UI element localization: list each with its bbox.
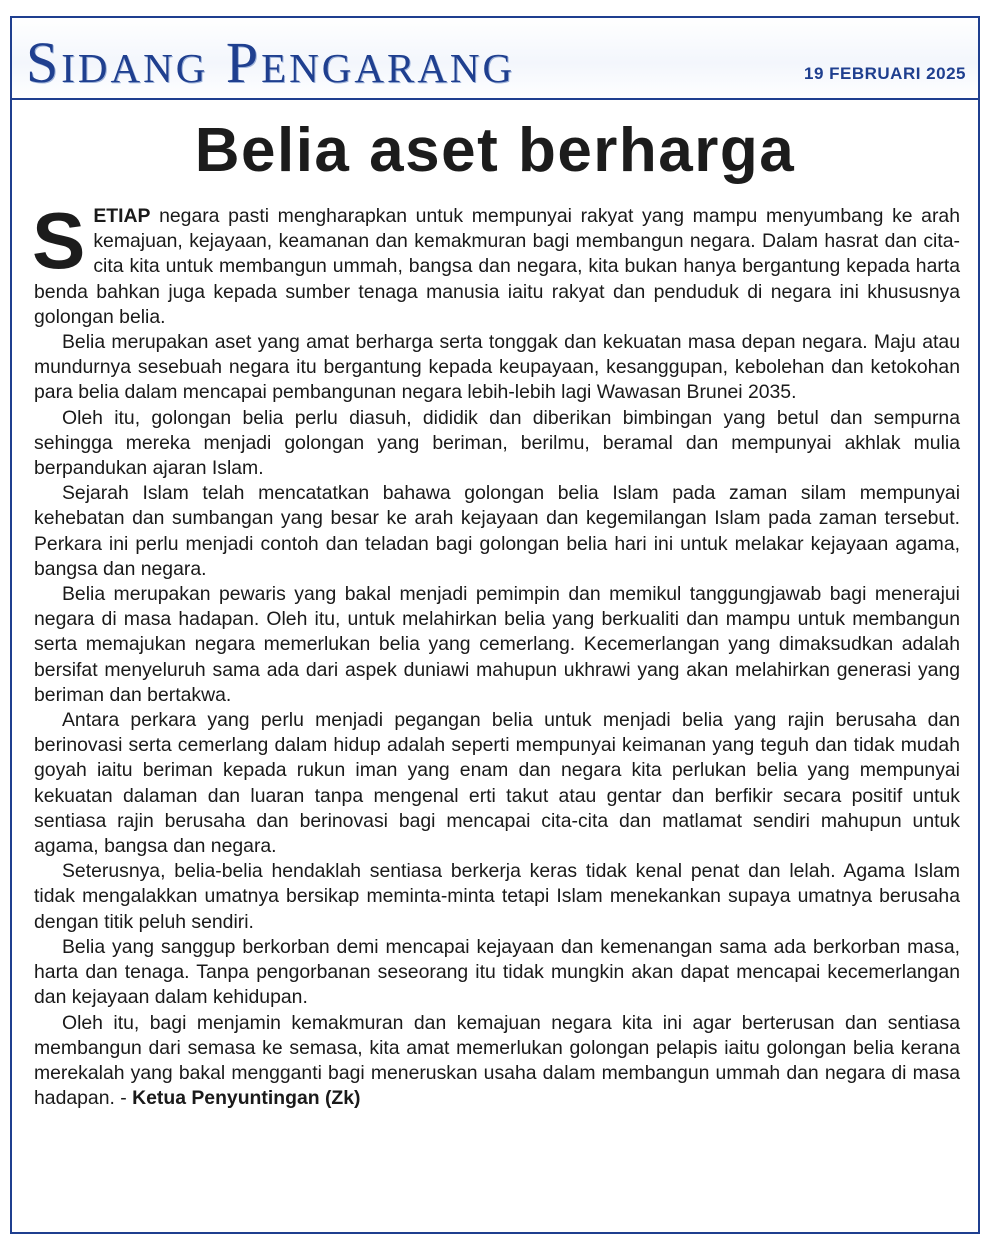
headline: Belia aset berharga [194,116,796,185]
section-title: Sidang Pengarang [26,30,516,95]
paragraph-7: Seterusnya, belia-belia hendaklah sentiasa berkerja keras tidak kenal penat dan lelah. Agama Islam tidak mengalakkan umatnya bersikap meminta-minta tetapi Islam menekankan supaya umatnya berusaha dengan titik peluh sendiri. [34,860,960,933]
drop-cap: S [32,196,86,285]
paragraph-1 [32,196,960,330]
paragraph-5: Belia merupakan pewaris yang bakal menjadi pemimpin dan memikul tanggungjawab bagi menerajui negara di masa hadapan. Oleh itu, untuk melahirkan belia yang berkualiti dan mampu untuk membangun serta memajukan negara memerlukan belia yang cemerlang. Kecemerlangan yang dimaksudkan adalah bersifat menyeluruh sama ada dari aspek duniawi mahupun ukhrawi yang akan melahirkan generasi yang beriman dan bertakwa. [34,583,960,706]
paragraph-text: Oleh itu, bagi menjamin kemakmuran dan kemajuan negara kita ini agar berterusan dan sentiasa membangun dari semasa ke semasa, kita amat memerlukan golongan pelapis iaitu golongan belia kerana merekalah yang bakal mengganti bagi meneruskan usaha dalam membangun ummah dan negara di masa hadapan. - [34,1011,960,1110]
paragraph-8: Belia yang sanggup berkorban demi mencapai kejayaan dan kemenangan sama ada berkorban masa, harta dan tenaga. Tanpa pengorbanan seseorang itu tidak mungkin akan dapat mencapai kecemerlangan dan kejayaan dalam kehidupan. [34,935,960,1009]
paragraph-4: Sejarah Islam telah mencatatkan bahawa golongan belia Islam pada zaman silam mempunyai kehebatan dan sumbangan yang besar ke arah kejayaan dan kegemilangan Islam pada zaman tersebut. Perkara ini perlu menjadi contoh dan teladan bagi golongan belia hari ini untuk melakar kejayaan agama, bangsa dan negara. [34,482,960,580]
paragraph-2: Belia merupakan aset yang amat berharga serta tonggak dan kekuatan masa depan negara. Maju atau mundurnya sesebuah negara itu bergantung kepada keupayaan, kesanggupan, kebolehan dan ketokohan para belia dalam mencapai pembangunan negara lebih-lebih lagi Wawasan Brunei 2035. [34,331,960,404]
paragraph-9 [34,1011,960,1112]
paragraph-3: Oleh itu, golongan belia perlu diasuh, dididik dan diberikan bimbingan yang betul dan sempurna sehingga mereka menjadi golongan yang beriman, berilmu, beramal dan mempunyai akhlak mulia berpandukan ajaran Islam. [34,406,960,480]
paragraph-6: Antara perkara yang perlu menjadi pegangan belia untuk menjadi belia yang rajin berusaha dan berinovasi serta cemerlang dalam hidup adalah seperti mempunyai keimanan yang teguh dan tidak mudah goyah iaitu beriman kepada rukun iman yang enam dan negara kita perlukan belia yang mempunyai kekuatan dalaman dan luaran tanpa mengenal erti takut atau gentar dan berfikir secara positif untuk sentiasa rajin berusaha dan berinovasi bagi mencapai cita-cita dan matlamat sendiri mahupun untuk agama, bangsa dan negara. [34,709,960,858]
lead-word: ETIAP [93,205,151,227]
article-body [32,196,960,1111]
publication-date: 19 FEBRUARI 2025 [803,64,966,83]
masthead [12,18,978,100]
byline: Ketua Penyuntingan (Zk) [132,1087,361,1110]
editorial-page [10,16,980,1234]
masthead-divider [12,98,978,100]
paragraph-text: negara pasti mengharapkan untuk mempunyai rakyat yang mampu menyumbang ke arah kemajuan, kejayaan, keamanan dan kemakmuran bagi membangun negara. Dalam hasrat dan cita-cita kita untuk membangun ummah, bangsa dan negara, kita bukan hanya bergantung kepada harta benda bahkan juga kepada sumber tenaga manusia iaitu rakyat dan penduduk di negara ini khususnya golongan belia. [34,205,960,328]
